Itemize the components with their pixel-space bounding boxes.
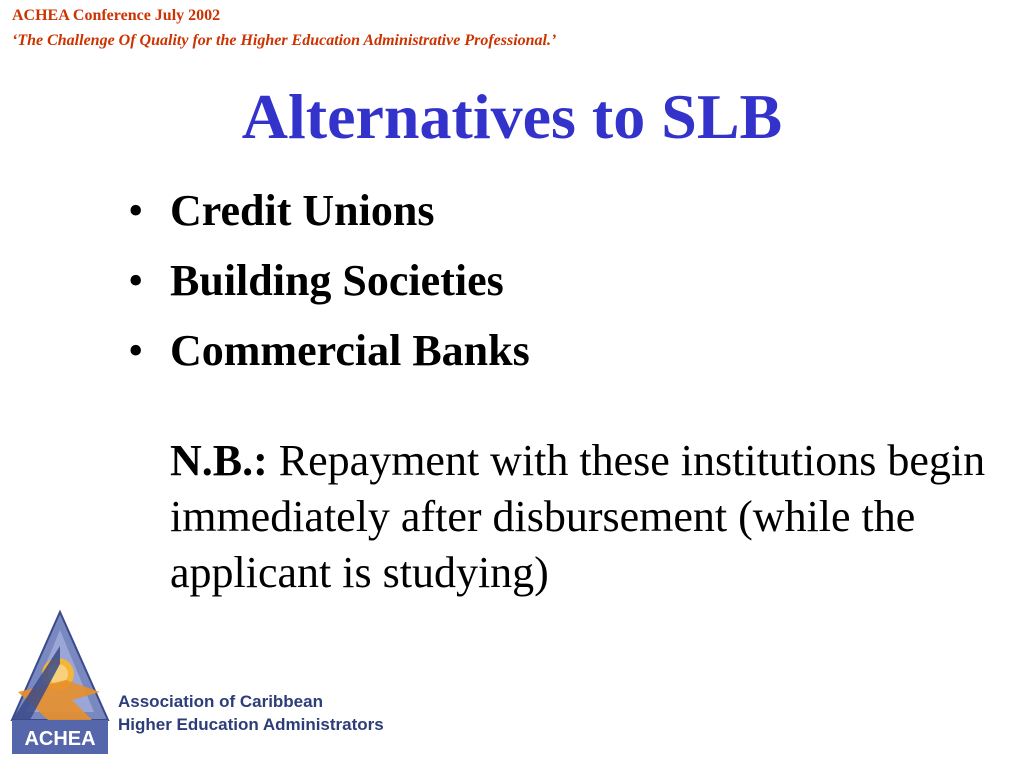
org-name-line1: Association of Caribbean <box>118 692 323 711</box>
conference-header: ACHEA Conference July 2002 <box>12 7 221 24</box>
bullet-icon: • <box>128 256 144 305</box>
bullet-icon: • <box>128 186 144 235</box>
nb-label: N.B.: <box>170 436 268 485</box>
organization-name <box>118 690 384 736</box>
slide-title: Alternatives to SLB <box>241 81 783 152</box>
bullet-label: Building Societies <box>170 256 504 305</box>
conference-theme: ‘The Challenge Of Quality for the Higher Education Administrative Professional.’ <box>12 32 557 49</box>
achea-logo-icon <box>8 608 112 760</box>
nb-text: Repayment with these institutions begin immediately after disbursement (while the applicant is studying) <box>170 436 986 597</box>
logo-text: ACHEA <box>24 728 96 750</box>
bullet-icon: • <box>128 326 144 375</box>
bullet-label: Commercial Banks <box>170 326 530 375</box>
bullet-label: Credit Unions <box>170 186 435 235</box>
nb-note <box>170 433 990 601</box>
org-name-line2: Higher Education Administrators <box>118 715 384 734</box>
